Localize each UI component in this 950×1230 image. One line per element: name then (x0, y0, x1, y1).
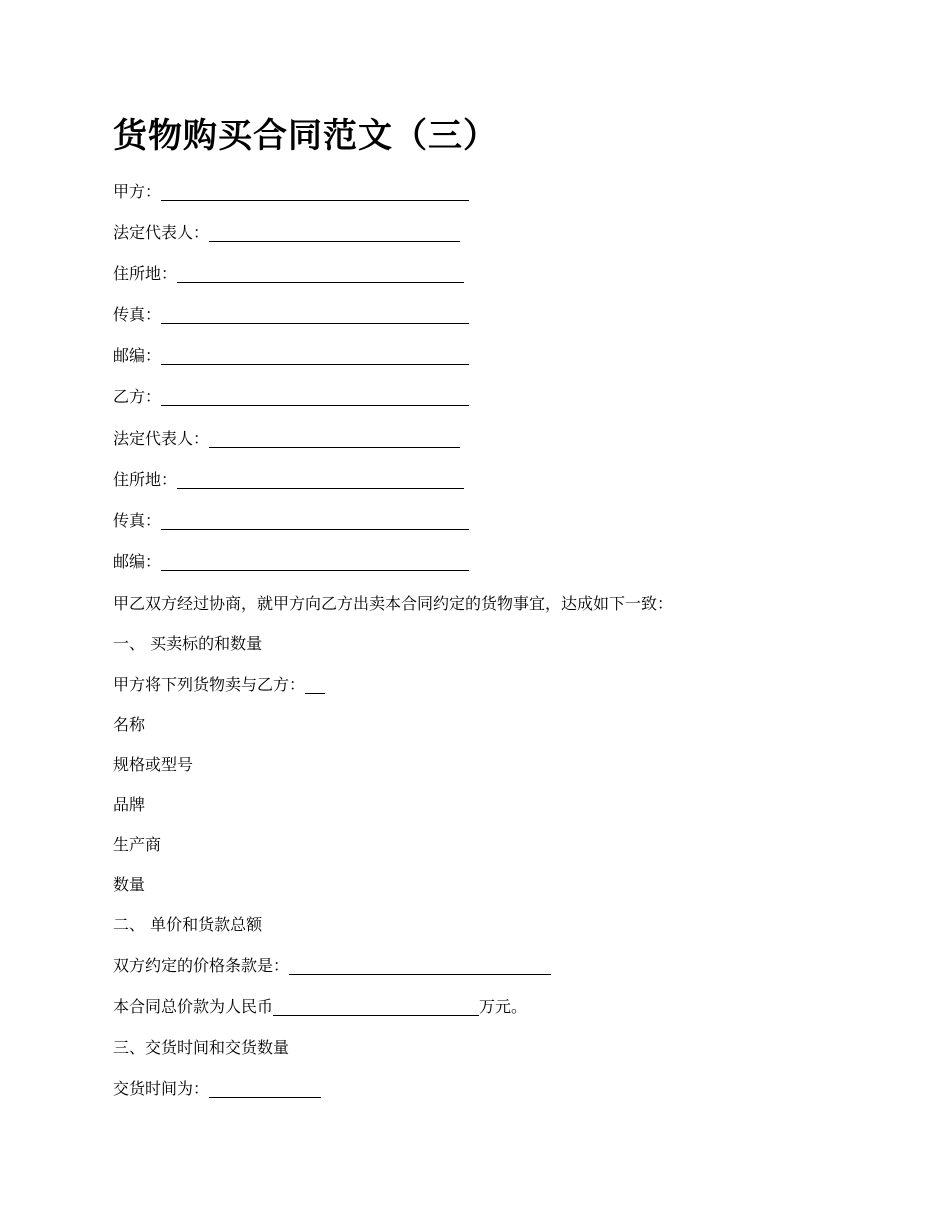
price-terms-label: 双方约定的价格条款是： (113, 956, 290, 975)
party-b-name-line (113, 386, 469, 408)
party-a-fax-field[interactable] (161, 306, 469, 324)
party-a-name-field[interactable] (161, 183, 469, 201)
goods-field-label: 名称 (113, 715, 146, 734)
party-a-postcode-label: 邮编： (113, 346, 162, 365)
section-3-heading (113, 1037, 289, 1059)
goods-field-label: 数量 (113, 875, 146, 894)
goods-statement-line (113, 674, 325, 696)
total-price-field[interactable] (273, 998, 479, 1016)
party-b-fax-line (113, 510, 469, 532)
party-a-fax-line (113, 304, 469, 326)
party-b-fax-field[interactable] (161, 512, 469, 530)
section-1-heading-text: 一、 买卖标的和数量 (113, 634, 263, 653)
section-2-heading (113, 914, 262, 936)
price-terms-field[interactable] (289, 957, 551, 975)
party-b-rep-line (113, 428, 460, 450)
goods-statement-field[interactable] (305, 676, 325, 694)
party-a-rep-field[interactable] (209, 224, 460, 242)
party-b-address-line (113, 469, 464, 491)
party-b-name-field[interactable] (161, 388, 469, 406)
section-3-heading-text: 三、交货时间和交货数量 (113, 1038, 290, 1057)
party-a-rep-line (113, 222, 460, 244)
party-b-rep-label: 法定代表人： (113, 429, 210, 448)
goods-field-quantity (113, 874, 145, 896)
goods-field-label: 规格或型号 (113, 755, 194, 774)
party-b-address-label: 住所地： (113, 470, 178, 489)
section-1-heading (113, 633, 262, 655)
party-a-postcode-line (113, 345, 469, 367)
party-a-rep-label: 法定代表人： (113, 223, 210, 242)
party-a-address-line (113, 263, 464, 285)
delivery-time-label: 交货时间为： (113, 1079, 210, 1098)
party-b-name-label: 乙方： (113, 387, 162, 406)
total-price-line (113, 996, 527, 1018)
party-b-fax-label: 传真： (113, 511, 162, 530)
goods-field-label: 生产商 (113, 835, 162, 854)
delivery-time-line (113, 1078, 321, 1100)
goods-field-label: 品牌 (113, 795, 146, 814)
party-b-rep-field[interactable] (209, 430, 460, 448)
party-a-address-label: 住所地： (113, 264, 178, 283)
party-b-postcode-line (113, 551, 469, 573)
goods-field-brand (113, 794, 145, 816)
price-terms-line (113, 955, 551, 977)
party-a-name-line (113, 181, 469, 203)
party-a-postcode-field[interactable] (161, 347, 469, 365)
goods-field-manufacturer (113, 834, 161, 856)
party-a-fax-label: 传真： (113, 305, 162, 324)
goods-field-name (113, 714, 145, 736)
document-title: 货物购买合同范文（三） (113, 116, 498, 156)
party-a-name-label: 甲方： (113, 182, 162, 201)
delivery-time-field[interactable] (209, 1080, 321, 1098)
section-2-heading-text: 二、 单价和货款总额 (113, 915, 263, 934)
goods-statement-text: 甲方将下列货物卖与乙方： (113, 675, 306, 694)
total-price-prefix: 本合同总价款为人民币 (113, 997, 274, 1016)
party-b-postcode-field[interactable] (161, 553, 469, 571)
party-a-address-field[interactable] (177, 265, 464, 283)
goods-field-model (113, 754, 193, 776)
intro-paragraph (113, 593, 673, 615)
party-b-postcode-label: 邮编： (113, 552, 162, 571)
party-b-address-field[interactable] (177, 471, 464, 489)
total-price-suffix: 万元。 (479, 997, 528, 1016)
intro-text: 甲乙双方经过协商，就甲方向乙方出卖本合同约定的货物事宜，达成如下一致： (113, 594, 674, 613)
